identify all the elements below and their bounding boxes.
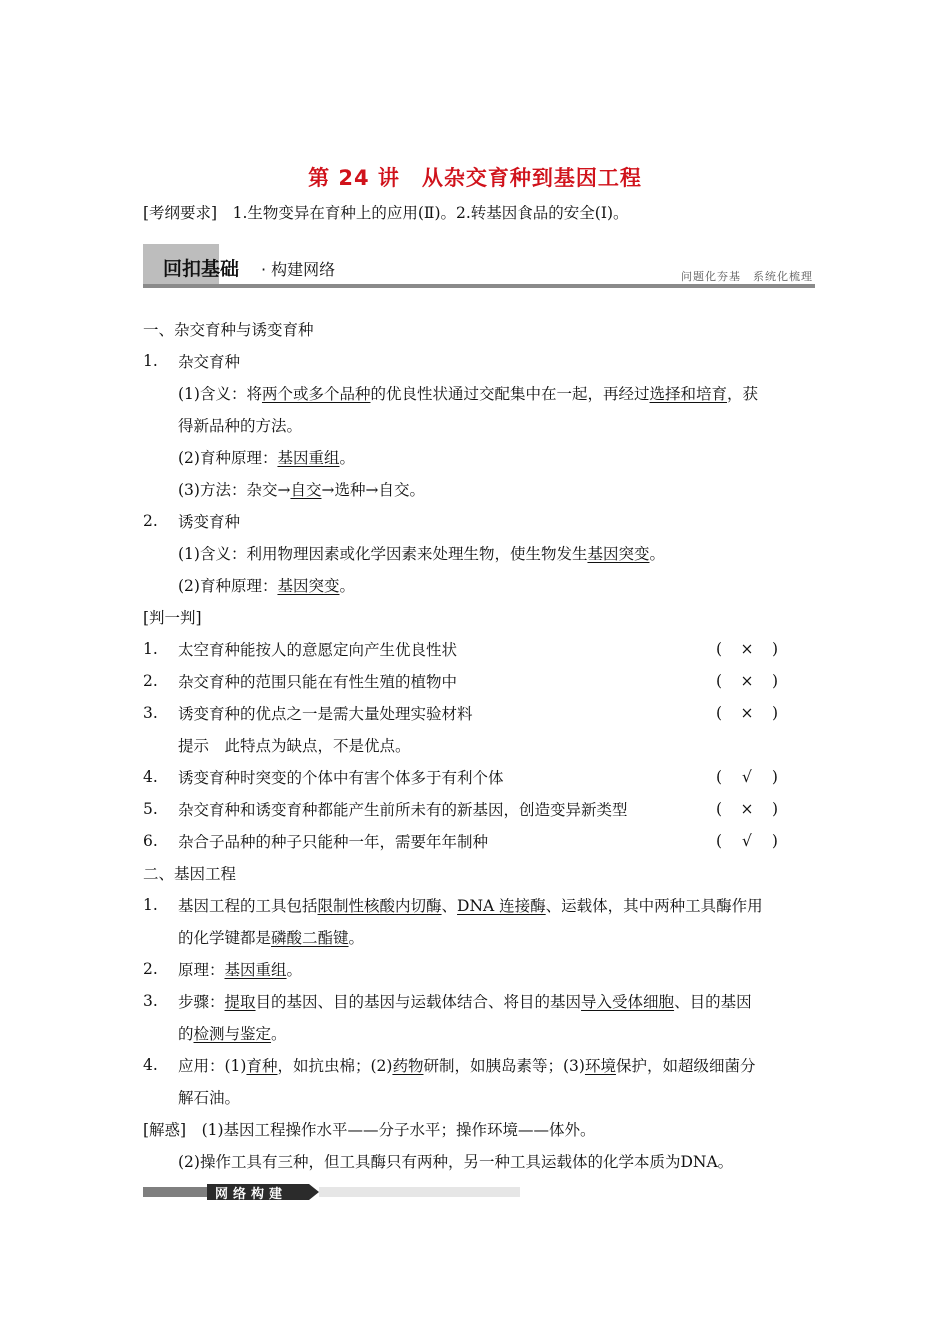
judge-number: 4. <box>143 768 158 786</box>
underlined-answer: 限制性核酸内切酶 <box>317 897 442 915</box>
banner-main-label: 回扣基础 <box>163 258 240 280</box>
underlined-answer: 基因重组 <box>277 449 340 467</box>
tools-line: 基因工程的工具包括限制性核酸内切酶、DNA 连接酶、运载体，其中两种工具酶作用 <box>178 897 763 915</box>
banner-sub-label: · 构建网络 <box>261 260 336 279</box>
application-line: 应用：(1)育种，如抗虫棉；(2)药物研制，如胰岛素等；(3)环境保护，如超级细菌分 <box>178 1057 756 1075</box>
banner-bar-grey <box>143 1187 207 1197</box>
judge-answer: ( × ) <box>716 704 778 722</box>
section-banner <box>143 244 815 290</box>
underlined-answer: 自交 <box>290 481 322 499</box>
underlined-answer: 基因重组 <box>224 961 287 979</box>
definition-line: (1)含义：将两个或多个品种的优良性状通过交配集中在一起，再经过选择和培育，获 <box>178 385 759 403</box>
underlined-answer: DNA 连接酶 <box>457 897 546 915</box>
tools-line-cont: 的化学键都是磷酸二酯键。 <box>178 929 365 947</box>
item-number: 1. <box>143 896 158 914</box>
judge-statement: 杂交育种和诱变育种都能产生前所未有的新基因，创造变异新类型 <box>178 801 628 819</box>
item-title: 杂交育种 <box>178 353 241 371</box>
principle-line: 原理：基因重组。 <box>178 961 303 979</box>
underlined-answer: 磷酸二酯键 <box>271 929 349 947</box>
underlined-answer: 基因突变 <box>587 545 650 563</box>
banner-arrow-icon <box>309 1184 319 1200</box>
exam-requirements: [考纲要求] 1.生物变异在育种上的应用(Ⅱ)。2.转基因食品的安全(Ⅰ)。 <box>143 204 629 222</box>
judge-number: 3. <box>143 704 158 722</box>
method-line: (3)方法：杂交→自交→选种→自交。 <box>178 481 425 499</box>
judge-answer: ( √ ) <box>716 768 778 786</box>
underlined-answer: 提取 <box>224 993 256 1011</box>
judge-statement: 太空育种能按人的意愿定向产生优良性状 <box>178 641 458 659</box>
judge-mark: × <box>740 640 754 658</box>
banner-bar-light <box>319 1187 520 1197</box>
judge-answer: ( × ) <box>716 800 778 818</box>
principle-line: (2)育种原理：基因突变。 <box>178 577 355 595</box>
judge-statement: 杂交育种的范围只能在有性生殖的植物中 <box>178 673 458 691</box>
item-number: 2. <box>143 960 158 978</box>
judge-number: 6. <box>143 832 158 850</box>
section1-heading: 一、杂交育种与诱变育种 <box>143 321 314 339</box>
network-banner <box>143 1184 520 1200</box>
judge-mark: √ <box>742 768 752 786</box>
judge-answer: ( × ) <box>716 672 778 690</box>
underlined-answer: 环境 <box>584 1057 616 1075</box>
item-number: 1. <box>143 352 158 370</box>
explanation-line: (2)操作工具有三种，但工具酶只有两种，另一种工具运载体的化学本质为DNA。 <box>178 1153 734 1171</box>
underlined-answer: 导入受体细胞 <box>581 993 675 1011</box>
item-number: 2. <box>143 512 158 530</box>
judge-mark: √ <box>742 832 752 850</box>
definition-line-cont: 得新品种的方法。 <box>178 417 303 435</box>
steps-line: 步骤：提取目的基因、目的基因与运载体结合、将目的基因导入受体细胞、目的基因 <box>178 993 752 1011</box>
judge-heading: [判一判] <box>143 609 202 627</box>
underlined-answer: 药物 <box>392 1057 424 1075</box>
underlined-answer: 选择和培育 <box>649 385 728 403</box>
judge-number: 1. <box>143 640 158 658</box>
banner-right-label: 问题化夯基 系统化梳理 <box>681 270 813 283</box>
judge-number: 5. <box>143 800 158 818</box>
explanation-line: [解惑] (1)基因工程操作水平——分子水平；操作环境——体外。 <box>143 1121 596 1139</box>
application-line-cont: 解石油。 <box>178 1089 241 1107</box>
underlined-answer: 两个或多个品种 <box>261 385 371 403</box>
section2-heading: 二、基因工程 <box>143 865 237 883</box>
judge-number: 2. <box>143 672 158 690</box>
judge-statement: 诱变育种的优点之一是需大量处理实验材料 <box>178 705 473 723</box>
underlined-answer: 检测与鉴定 <box>193 1025 272 1043</box>
network-label: 网络构建 <box>215 1187 288 1202</box>
item-number: 3. <box>143 992 158 1010</box>
judge-statement: 诱变育种时突变的个体中有害个体多于有利个体 <box>178 769 504 787</box>
judge-mark: × <box>740 704 754 722</box>
banner-rule <box>143 284 815 288</box>
page-title: 第 24 讲 从杂交育种到基因工程 <box>308 166 642 190</box>
principle-line: (2)育种原理：基因重组。 <box>178 449 355 467</box>
underlined-answer: 育种 <box>246 1057 278 1075</box>
item-number: 4. <box>143 1056 158 1074</box>
underlined-answer: 基因突变 <box>277 577 340 595</box>
judge-answer: ( × ) <box>716 640 778 658</box>
judge-answer: ( √ ) <box>716 832 778 850</box>
judge-mark: × <box>740 672 754 690</box>
definition-line: (1)含义：利用物理因素或化学因素来处理生物，使生物发生基因突变。 <box>178 545 665 563</box>
judge-hint: 提示 此特点为缺点，不是优点。 <box>178 737 411 755</box>
item-title: 诱变育种 <box>178 513 241 531</box>
judge-statement: 杂合子品种的种子只能种一年，需要年年制种 <box>178 833 489 851</box>
judge-mark: × <box>740 800 754 818</box>
steps-line-cont: 的检测与鉴定。 <box>178 1025 287 1043</box>
